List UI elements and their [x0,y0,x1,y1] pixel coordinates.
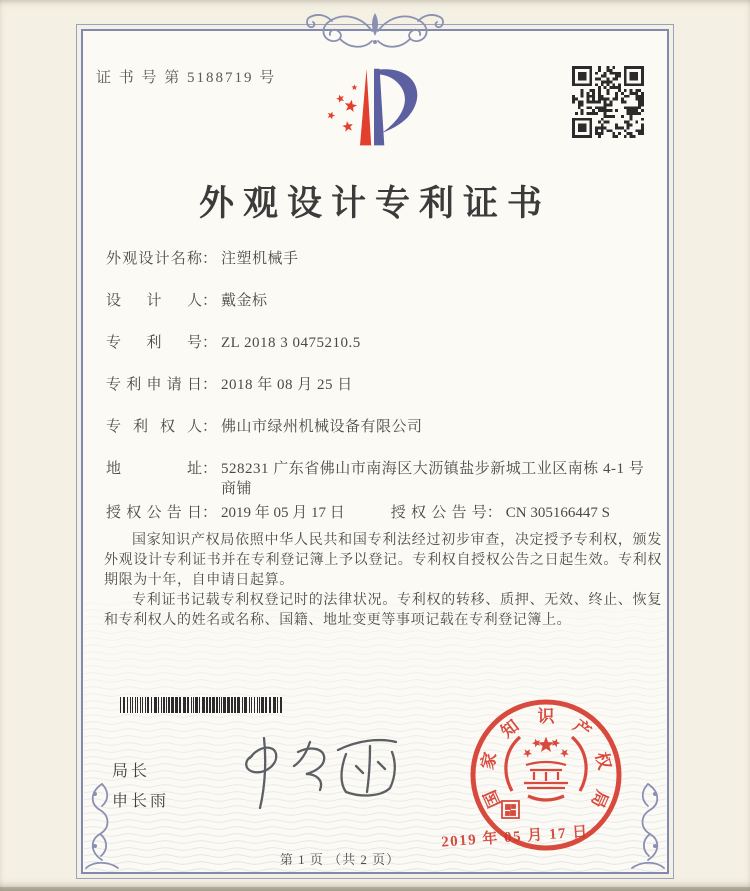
field-label: 外观设计名称 [106,251,202,267]
field-label: 专利号 [106,335,202,351]
field-list [106,249,652,523]
field-value: 注塑机械手 [221,251,299,267]
field-row-designer: 设计人 ： 戴金标 [106,291,652,311]
paragraph-2: 专利证书记载专利权登记时的法律状况。专利权的转移、质押、无效、终止、恢复和专利权人的姓名或名称、国籍、地址变更等事项记载在专利登记簿上。 [104,593,662,628]
svg-text:产: 产 [569,716,595,742]
qr-code [572,66,644,138]
page-edge-shadow [0,887,750,891]
director-name: 申长雨 [112,793,170,810]
grant-no-value: CN 305166447 S [505,505,610,521]
barcode [120,697,286,713]
field-value: 佛山市绿州机械设备有限公司 [221,419,423,435]
field-row-filing-date: 专利申请日 ： 2018 年 08 月 25 日 [106,375,652,395]
svg-text:家: 家 [477,750,501,772]
grant-row: 授权公告日 ： 2019 年 05 月 17 日 授权公告号 ： CN 305166447 S [106,505,610,521]
cnipa-patent-logo-icon [318,60,430,156]
field-value: ZL 2018 3 0475210.5 [221,335,361,351]
field-label: 地址 [106,461,202,477]
corner-ornament-right [630,782,668,874]
field-value: 528231 广东省佛山市南海区大沥镇盐步新城工业区南栋 4-1 号商铺 [221,461,645,497]
field-row-patentee: 专利权人 ： 佛山市绿州机械设备有限公司 [106,417,652,437]
svg-text:局: 局 [587,787,612,811]
paragraph-1: 国家知识产权局依照中华人民共和国专利法经过初步审查，决定授予专利权，颁发外观设计专利证书并在专利登记簿上予以登记。专利权自授权公告之日起生效。专利权期限为十年，自申请日起算。 [104,533,662,588]
field-row-patent-number: 专利号 ： ZL 2018 3 0475210.5 [106,333,652,353]
director-title: 局长 [112,763,151,780]
field-row-address: 地址 ： 528231 广东省佛山市南海区大沥镇盐步新城工业区南栋 4-1 号商铺 [106,459,652,499]
certificate-number: 证 书 号 第 5188719 号 [96,70,277,86]
page-footer: 第 1 页 （共 2 页） [279,852,401,867]
grant-date-value: 2019 年 05 月 17 日 [221,505,345,521]
field-value: 2018 年 08 月 25 日 [221,377,353,393]
grant-date-label: 授权公告日 [106,505,202,521]
field-row-design-name: 外观设计名称 ： 注塑机械手 [106,249,652,269]
seal-date: 2019 年 05 月 17 日 [440,824,590,851]
legal-text [104,531,662,631]
certificate-title: 外观设计专利证书 [198,184,551,223]
field-label: 专利申请日 [106,377,202,393]
field-value: 戴金标 [221,293,268,309]
svg-text:国: 国 [480,787,505,811]
director-signature [222,728,404,814]
grant-no-label: 授权公告号 [390,505,487,521]
svg-text:知: 知 [497,716,523,742]
director-block [112,757,169,817]
svg-text:权: 权 [591,750,615,772]
field-label: 专利权人 [106,419,202,435]
top-ornament [280,5,470,53]
field-label: 设计人 [106,293,202,309]
svg-text:识: 识 [537,706,555,726]
